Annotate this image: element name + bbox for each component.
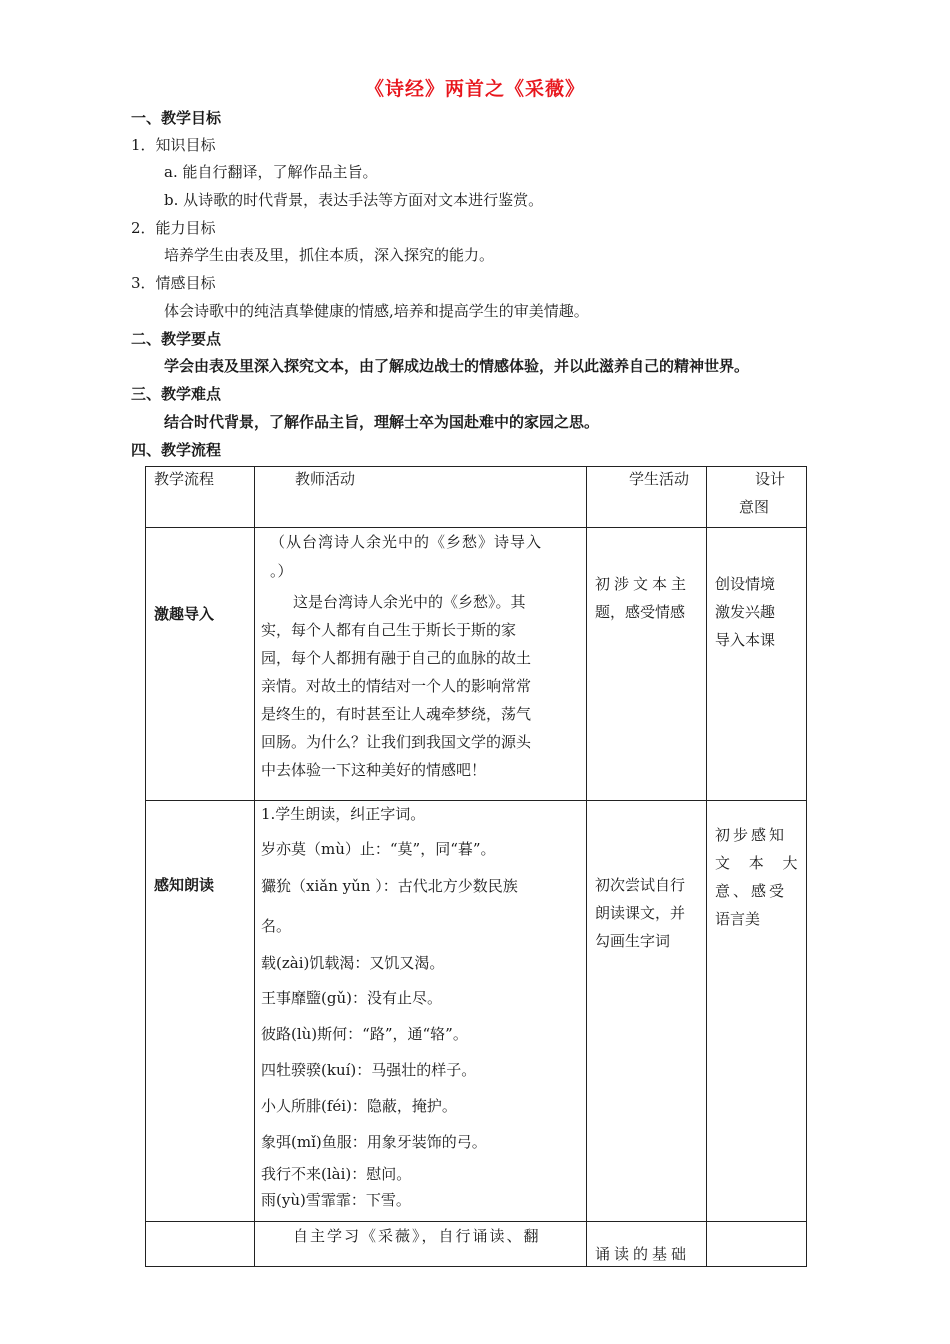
table-row xyxy=(146,528,807,801)
subheading-emotion: 3．情感目标 xyxy=(131,274,216,292)
difficulties-text: 结合时代背景，了解作品主旨，理解士卒为国赴难中的家园之思。 xyxy=(164,413,600,431)
section-heading-key-points: 二、教学要点 xyxy=(131,330,222,348)
teacher-line: 玁狁（xiǎn yǔn ）：古代北方少数民族 xyxy=(261,877,518,895)
teacher-line: 这是台湾诗人余光中的《乡愁》。其 xyxy=(293,593,526,611)
teacher-line: 自主学习《采薇》，自行诵读、翻 xyxy=(293,1227,541,1245)
student-line: 勾画生字词 xyxy=(595,932,671,950)
teacher-line: 亲情。对故土的情结对一个人的影响常常 xyxy=(261,677,532,695)
teacher-line: 小人所腓(féi)：隐蔽，掩护。 xyxy=(261,1097,457,1115)
teacher-line: 载(zài)饥载渴：又饥又渴。 xyxy=(261,954,445,972)
teacher-line: 园，每个人都拥有融于自己的血脉的故土 xyxy=(261,649,532,667)
teacher-line: 彼路(lù)斯何：“路”，通“辂”。 xyxy=(261,1025,468,1043)
teacher-line: （从台湾诗人余光中的《乡愁》诗导入 xyxy=(270,533,543,551)
student-line: 初涉文本主 xyxy=(595,575,691,593)
emotion-item: 体会诗歌中的纯洁真挚健康的情感,培养和提高学生的审美情趣。 xyxy=(164,302,589,320)
table-header-row xyxy=(146,467,807,528)
header-design-line1: 设计 xyxy=(755,470,786,488)
teacher-line: 四牡骙骙(kuí)：马强壮的样子。 xyxy=(261,1061,477,1079)
student-line: 诵读的基础 xyxy=(595,1245,691,1263)
teacher-line: 名。 xyxy=(261,917,292,935)
knowledge-item-b: b. 从诗歌的时代背景，表达手法等方面对文本进行鉴赏。 xyxy=(164,191,544,209)
header-teacher-activity: 教师活动 xyxy=(295,470,356,488)
intent-line: 导入本课 xyxy=(715,631,776,649)
teacher-line: 。） xyxy=(270,562,293,580)
subheading-knowledge: 1．知识目标 xyxy=(131,136,216,154)
stage-label-reading: 感知朗读 xyxy=(154,876,215,894)
intent-line: 创设情境 xyxy=(715,575,776,593)
teacher-line: 中去体验一下这种美好的情感吧！ xyxy=(261,761,487,779)
knowledge-item-a: a. 能自行翻译，了解作品主旨。 xyxy=(164,163,378,181)
intent-line: 语言美 xyxy=(715,910,761,928)
teacher-line: 是终生的，有时甚至让人魂牵梦绕，荡气 xyxy=(261,705,532,723)
student-line: 题，感受情感 xyxy=(595,603,686,621)
teacher-line: 岁亦莫（mù）止：“莫”，同“暮”。 xyxy=(261,840,496,858)
section-heading-flow: 四、教学流程 xyxy=(131,441,222,459)
key-points-text: 学会由表及里深入探究文本，由了解成边战士的情感体验，并以此滋养自己的精神世界。 xyxy=(164,357,750,375)
teaching-flow-table xyxy=(145,466,807,1267)
intent-line: 初步感知 xyxy=(715,826,788,844)
teacher-line: 实，每个人都有自己生于斯长于斯的家 xyxy=(261,621,517,639)
intent-line: 意、感受 xyxy=(715,882,788,900)
student-line: 初次尝试自行 xyxy=(595,876,686,894)
header-stage: 教学流程 xyxy=(154,470,215,488)
subheading-ability: 2．能力目标 xyxy=(131,219,216,237)
header-student-activity: 学生活动 xyxy=(629,470,690,488)
teacher-line: 1.学生朗读，纠正字词。 xyxy=(261,805,426,823)
section-heading-objectives: 一、教学目标 xyxy=(131,109,222,127)
teacher-line: 王事靡盬(gǔ)：没有止尽。 xyxy=(261,989,442,1007)
teacher-line: 雨(yù)雪霏霏：下雪。 xyxy=(261,1191,411,1209)
intent-line: 文 本 大 xyxy=(715,854,805,872)
student-line: 朗读课文，并 xyxy=(595,904,686,922)
table-row xyxy=(146,1222,807,1267)
section-heading-difficulties: 三、教学难点 xyxy=(131,385,222,403)
document-title: 《诗经》两首之《采薇》 xyxy=(364,78,585,100)
table-row xyxy=(146,801,807,1222)
teacher-line: 回肠。为什么？让我们到我国文学的源头 xyxy=(261,733,532,751)
teacher-line: 我行不来(lài)：慰问。 xyxy=(261,1165,412,1183)
teacher-line: 象弭(mǐ)鱼服：用象牙装饰的弓。 xyxy=(261,1133,487,1151)
stage-label-intro: 激趣导入 xyxy=(154,605,215,623)
intent-line: 激发兴趣 xyxy=(715,603,776,621)
header-design-line2: 意图 xyxy=(739,498,770,516)
ability-item: 培养学生由表及里，抓住本质，深入探究的能力。 xyxy=(164,246,495,264)
